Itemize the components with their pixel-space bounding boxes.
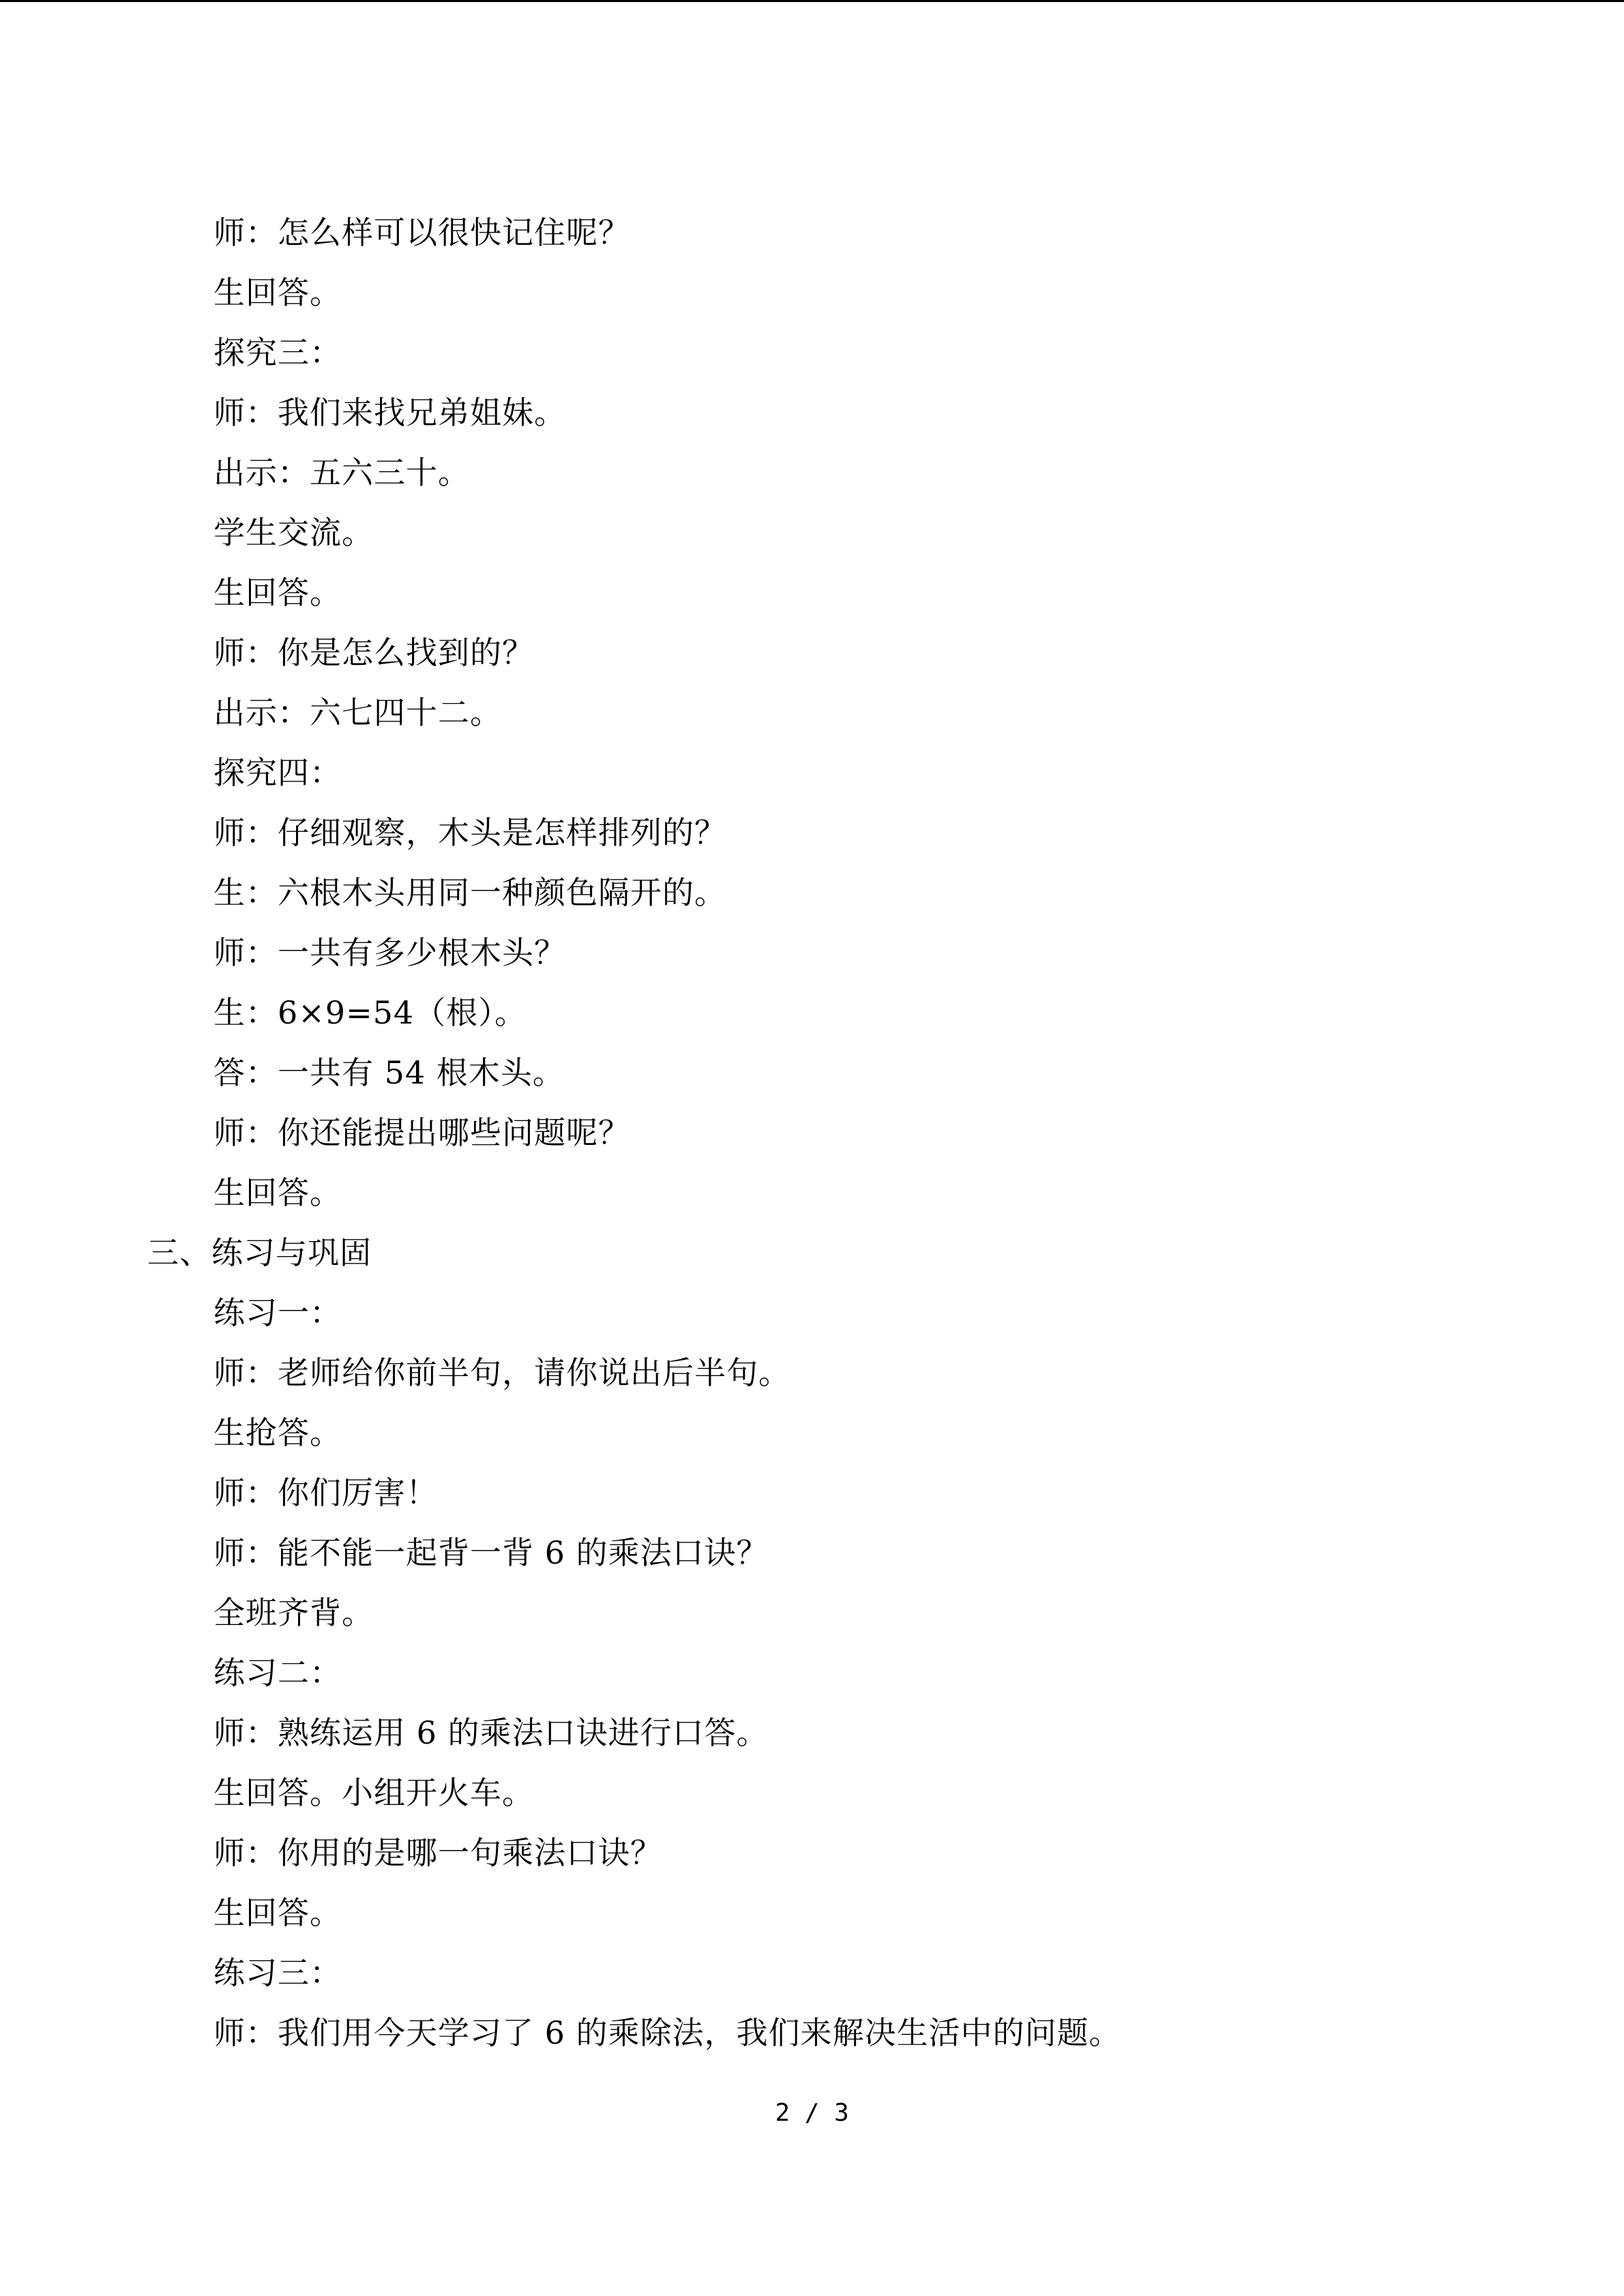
text-line: 生：六根木头用同一种颜色隔开的。 bbox=[213, 874, 726, 911]
text-line: 全班齐背。 bbox=[213, 1594, 374, 1631]
section-label: 练习一： bbox=[213, 1294, 342, 1331]
text-line: 师：我们来找兄弟姐妹。 bbox=[213, 394, 566, 431]
text-line: 生回答。 bbox=[213, 274, 342, 311]
text-line: 师：熟练运用 6 的乘法口诀进行口答。 bbox=[213, 1714, 769, 1751]
document-body bbox=[0, 203, 1624, 2063]
text-line: 师：老师给你前半句，请你说出后半句。 bbox=[213, 1354, 791, 1391]
text-line: 师：你还能提出哪些问题呢？ bbox=[213, 1114, 630, 1151]
text-line: 出示：五六三十。 bbox=[213, 454, 470, 491]
text-line: 师：仔细观察，木头是怎样排列的？ bbox=[213, 814, 726, 851]
text-line: 生：6×9=54（根）。 bbox=[213, 994, 527, 1031]
text-line: 答：一共有 54 根木头。 bbox=[213, 1054, 565, 1091]
section-label: 探究四： bbox=[213, 754, 342, 791]
text-line: 师：你用的是哪一句乘法口诀？ bbox=[213, 1834, 662, 1871]
text-line: 师：你们厉害！ bbox=[213, 1474, 438, 1511]
top-border-rule bbox=[0, 0, 1624, 2]
text-line: 出示：六七四十二。 bbox=[213, 694, 502, 731]
text-line: 师：能不能一起背一背 6 的乘法口诀？ bbox=[213, 1534, 769, 1571]
section-heading: 三、练习与巩固 bbox=[147, 1234, 372, 1271]
section-label: 练习二： bbox=[213, 1654, 342, 1691]
text-line: 生回答。小组开火车。 bbox=[213, 1774, 534, 1811]
text-line: 师：你是怎么找到的？ bbox=[213, 634, 534, 671]
text-line: 学生交流。 bbox=[213, 514, 374, 551]
text-line: 师：怎么样可以很快记住呢？ bbox=[213, 214, 630, 251]
text-line: 生回答。 bbox=[213, 1174, 342, 1211]
text-line: 师：一共有多少根木头？ bbox=[213, 934, 566, 971]
text-line: 生回答。 bbox=[213, 574, 342, 611]
text-line: 生回答。 bbox=[213, 1894, 342, 1931]
page-number: 2 / 3 bbox=[775, 2099, 849, 2127]
text-line: 生抢答。 bbox=[213, 1414, 342, 1451]
text-line: 师：我们用今天学习了 6 的乘除法，我们来解决生活中的问题。 bbox=[213, 2014, 1121, 2051]
section-label: 练习三： bbox=[213, 1954, 342, 1991]
section-label: 探究三： bbox=[213, 334, 342, 371]
